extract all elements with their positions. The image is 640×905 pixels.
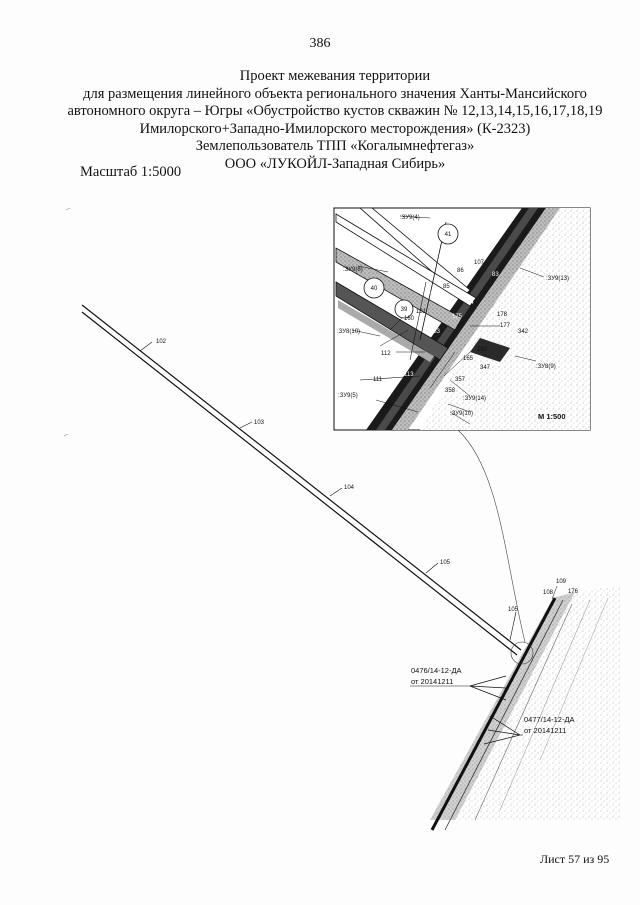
doc1-date: от 20141211 xyxy=(411,677,454,686)
plot-zu9-10: :ЗУ9(10) xyxy=(450,411,474,417)
doc2-number: 0477/14-12-ДА xyxy=(524,715,575,724)
pt-178: 178 xyxy=(497,312,508,318)
plot-zu8-10: :ЗУ8(10) xyxy=(337,329,361,335)
inset-map xyxy=(334,208,590,430)
right-corridor xyxy=(430,585,620,830)
label-105b: 105 xyxy=(508,607,519,613)
pt-84: 84 xyxy=(467,300,474,306)
plot-zu9-13: :ЗУ9(13) xyxy=(546,276,570,282)
pt-182: 182 xyxy=(477,347,488,353)
inset-scale: М 1:500 xyxy=(538,412,566,421)
pt-113: 113 xyxy=(404,372,414,378)
plot-zu9-14: :ЗУ9(14) xyxy=(463,396,487,402)
pt-358: 358 xyxy=(445,388,456,394)
label-105: 105 xyxy=(440,560,451,566)
plot-zu9-8: :ЗУ9(8) xyxy=(343,267,363,273)
doc-reference-1 xyxy=(410,666,506,700)
pt-357: 357 xyxy=(455,377,466,383)
title-line: автономного округа – Югры «Обустройство кустов скважин № 12,13,14,15,16,17,18,19 xyxy=(67,103,603,119)
title-line: для размещения линейного объекта регионального значения Ханты-Мансийского xyxy=(83,85,587,102)
parcel-41: 41 xyxy=(444,232,452,238)
page-number: 386 xyxy=(309,36,331,51)
label-103: 103 xyxy=(254,420,265,426)
pt-175: 175 xyxy=(452,314,463,320)
label-109: 109 xyxy=(556,579,567,585)
pt-342: 342 xyxy=(518,329,529,335)
pt-181: 181 xyxy=(416,309,427,315)
pt-85: 85 xyxy=(443,284,450,290)
plot-zu8-9: :ЗУ8(9) xyxy=(536,364,556,370)
parcel-39: 39 xyxy=(400,307,408,313)
label-176: 176 xyxy=(568,589,579,595)
plot-zu9-5: :ЗУ9(5) xyxy=(338,393,358,399)
doc2-date: от 20141211 xyxy=(524,726,567,735)
title-line: Землепользователь ТПП «Когалымнефтегаз» xyxy=(195,138,475,154)
pt-140: 140 xyxy=(427,290,438,296)
parcel-40: 40 xyxy=(370,286,378,292)
pt-165: 165 xyxy=(463,356,474,362)
doc1-number: 0476/14-12-ДА xyxy=(411,666,462,675)
pt-111: 111 xyxy=(373,377,383,383)
pt-86: 86 xyxy=(457,268,464,274)
title-line: Проект межевания территории xyxy=(239,68,431,84)
pt-183: 183 xyxy=(430,329,441,335)
pt-160: 160 xyxy=(404,316,415,322)
sheet-footer: Лист 57 из 95 xyxy=(540,852,610,866)
pt-107: 107 xyxy=(474,260,485,266)
pt-112: 112 xyxy=(381,351,391,357)
title-line: ООО «ЛУКОЙЛ-Западная Сибирь» xyxy=(224,155,446,172)
scale-label: Масштаб 1:5000 xyxy=(80,164,182,180)
pt-177: 177 xyxy=(500,323,511,329)
label-104: 104 xyxy=(344,485,355,491)
pt-347: 347 xyxy=(480,365,491,371)
label-108: 108 xyxy=(543,590,554,596)
label-102: 102 xyxy=(156,339,167,345)
plot-zu9-4: :ЗУ9(4) xyxy=(400,215,420,221)
pt-83: 83 xyxy=(492,272,499,278)
title-line: Имилорского+Западно-Имилорского месторождения» (К-2323) xyxy=(139,120,531,137)
